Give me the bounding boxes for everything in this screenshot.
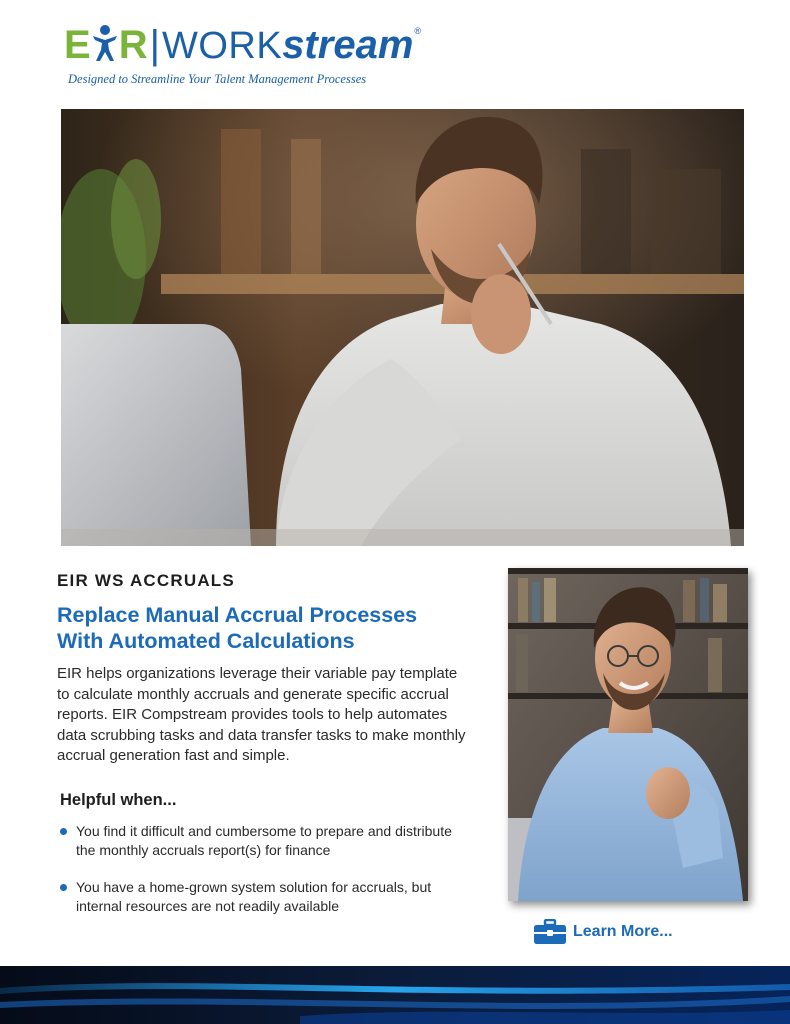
brand-logo bbox=[64, 20, 444, 95]
section-headline bbox=[57, 602, 477, 654]
headline-line: Replace Manual Accrual Processes bbox=[57, 603, 418, 627]
body-line: accrual generation fast and simple. bbox=[57, 747, 290, 764]
list-item-text bbox=[76, 822, 500, 860]
footer-band bbox=[0, 966, 790, 1024]
list-item-text bbox=[76, 878, 500, 916]
logo-stream: stream bbox=[282, 23, 414, 67]
list-item-line: internal resources are not readily available bbox=[76, 898, 340, 914]
logo-letter-r: R bbox=[118, 23, 148, 67]
helpful-heading: Helpful when... bbox=[60, 791, 177, 809]
logo-separator: | bbox=[149, 23, 160, 67]
briefcase-icon bbox=[533, 919, 567, 945]
learn-more-label: Learn More... bbox=[573, 923, 673, 940]
headline-line: With Automated Calculations bbox=[57, 629, 355, 653]
person-icon bbox=[91, 24, 119, 62]
hero-photo bbox=[61, 109, 744, 546]
logo-wordmark bbox=[64, 20, 421, 65]
list-item-line: You find it difficult and cumbersome to prepare and distribute bbox=[76, 823, 452, 839]
registered-mark: ® bbox=[414, 26, 422, 36]
list-item bbox=[60, 822, 500, 860]
body-line: reports. EIR Compstream provides tools to help automates bbox=[57, 706, 448, 723]
bullet-dot-icon bbox=[60, 828, 67, 835]
learn-more-button[interactable] bbox=[533, 919, 673, 945]
side-photo bbox=[508, 568, 748, 901]
list-item-line: You have a home-grown system solution for accruals, but bbox=[76, 879, 432, 895]
body-line: to calculate monthly accruals and generate specific accrual bbox=[57, 685, 449, 703]
list-item bbox=[60, 878, 500, 916]
body-line: EIR helps organizations leverage their variable pay template bbox=[57, 665, 458, 682]
brand-tagline: Designed to Streamline Your Talent Management Processes bbox=[68, 72, 367, 86]
list-item-line: the monthly accruals report(s) for finance bbox=[76, 842, 331, 858]
section-kicker: EIR WS ACCRUALS bbox=[57, 571, 235, 590]
bullet-dot-icon bbox=[60, 884, 67, 891]
logo-work: WORK bbox=[161, 25, 283, 67]
body-line: data scrubbing tasks and data transfer tasks to make monthly bbox=[57, 726, 466, 744]
logo-letter-e: E bbox=[64, 23, 91, 67]
section-body bbox=[57, 664, 497, 767]
